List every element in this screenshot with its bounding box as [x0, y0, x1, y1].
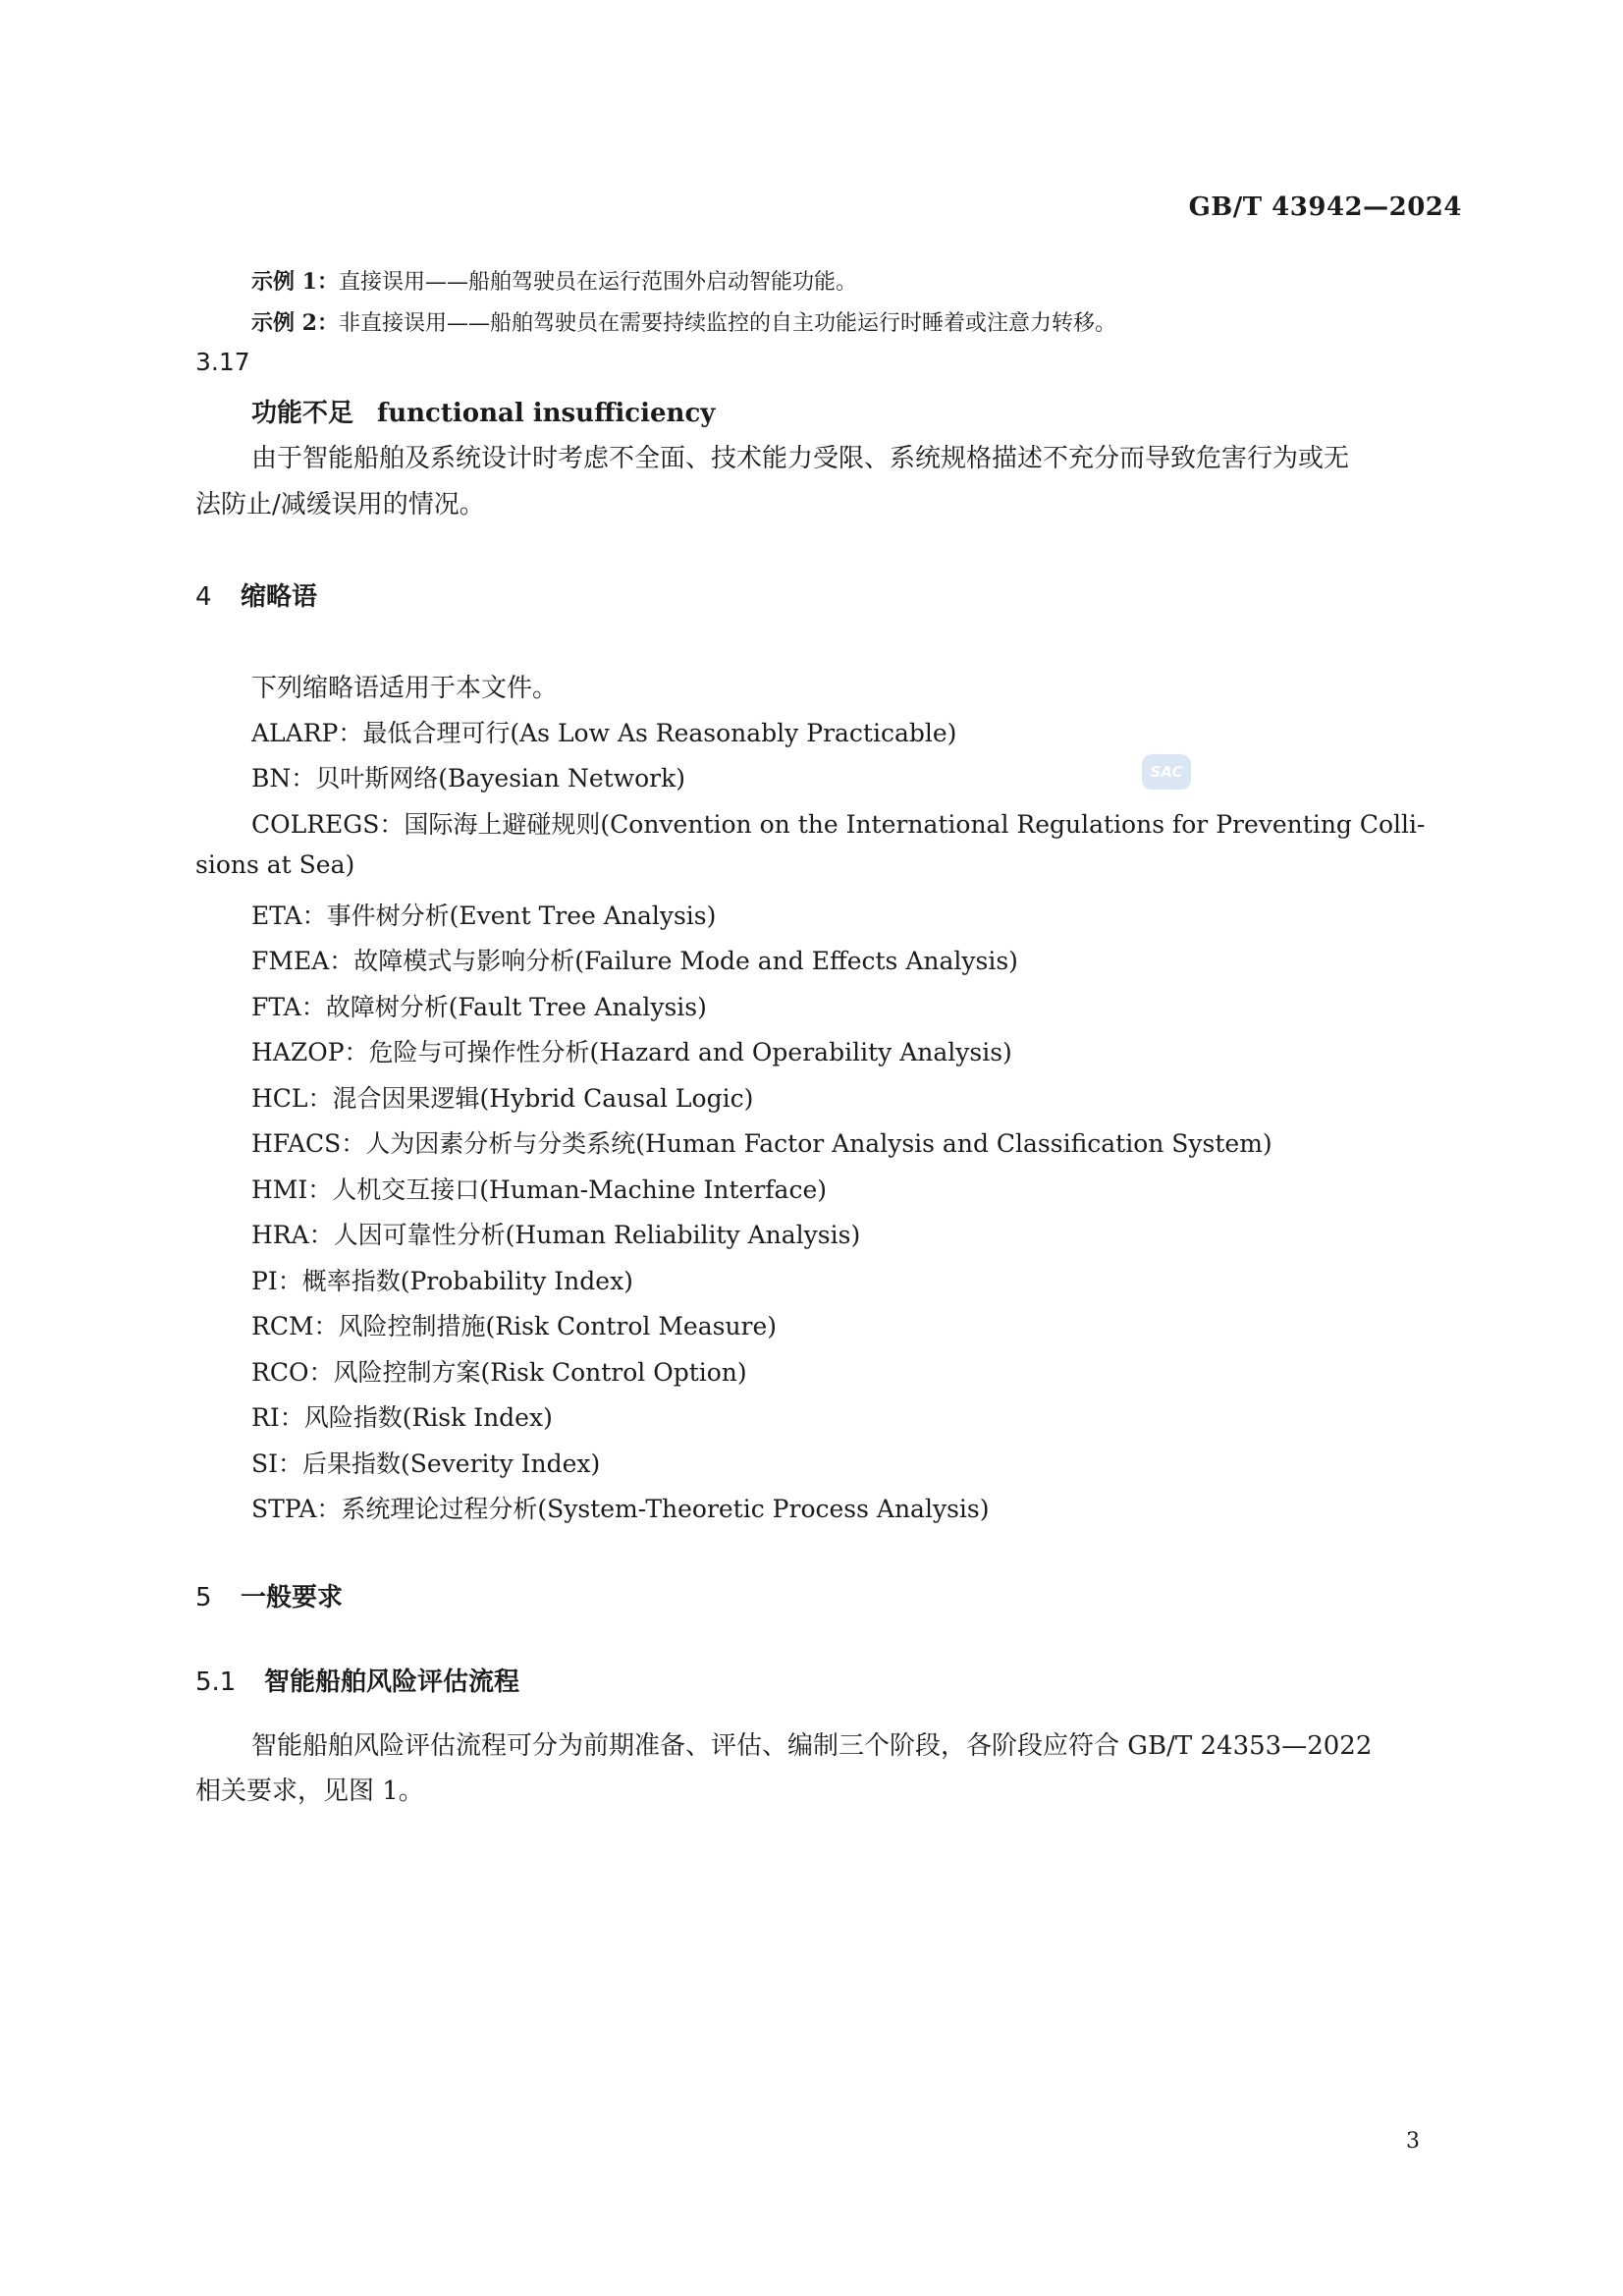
example-label: 示例 1：: [251, 269, 339, 295]
example-2: [251, 306, 1116, 337]
abbreviations-intro: 下列缩略语适用于本文件。: [251, 674, 559, 703]
page-number: 3: [1406, 2129, 1420, 2154]
abbreviation-hra: HRA：人因可靠性分析(Human Reliability Analysis): [251, 1221, 861, 1249]
abbreviation-hazop: HAZOP：危险与可操作性分析(Hazard and Operability Analysis): [251, 1038, 1012, 1066]
example-1: [251, 265, 857, 296]
abbreviation-ri: RI：风险指数(Risk Index): [251, 1403, 553, 1432]
abbreviation-hcl: HCL：混合因果逻辑(Hybrid Causal Logic): [251, 1084, 754, 1113]
abbreviation-fta: FTA：故障树分析(Fault Tree Analysis): [251, 993, 707, 1021]
abbreviation-pi: PI：概率指数(Probability Index): [251, 1267, 633, 1295]
section-title: 缩略语: [241, 582, 318, 612]
sac-watermark-logo: SAC: [1142, 754, 1191, 790]
abbreviation-fmea: FMEA：故障模式与影响分析(Failure Mode and Effects Analysis): [251, 947, 1018, 975]
term-zh: 功能不足: [251, 399, 354, 428]
section-4-heading: [195, 576, 317, 613]
section-5-heading: [195, 1577, 343, 1613]
subsection-title: 智能船舶风险评估流程: [264, 1667, 520, 1697]
section-5-1-paragraph-line-2: 相关要求，见图 1。: [195, 1777, 424, 1806]
example-text: 非直接误用——船舶驾驶员在需要持续监控的自主功能运行时睡着或注意力转移。: [338, 311, 1116, 336]
abbreviation-rcm: RCM：风险控制措施(Risk Control Measure): [251, 1312, 778, 1340]
abbreviation-alarp: ALARP：最低合理可行(As Low As Reasonably Practicable): [251, 719, 957, 747]
section-number: 5: [195, 1583, 212, 1613]
abbreviation-colregs-continued: sions at Sea): [195, 850, 355, 879]
abbreviation-si: SI：后果指数(Severity Index): [251, 1449, 601, 1478]
abbreviation-rco: RCO：风险控制方案(Risk Control Option): [251, 1358, 747, 1387]
clause-number: 3.17: [195, 348, 250, 376]
abbreviation-bn: BN：贝叶斯网络(Bayesian Network): [251, 764, 685, 793]
term-entry: [251, 393, 715, 429]
section-5-1-paragraph-line-1: 智能船舶风险评估流程可分为前期准备、评估、编制三个阶段，各阶段应符合 GB/T 24353—2022: [251, 1731, 1373, 1761]
abbreviation-hfacs: HFACS：人为因素分析与分类系统(Human Factor Analysis and Classification System): [251, 1129, 1272, 1158]
abbreviation-eta: ETA：事件树分析(Event Tree Analysis): [251, 902, 717, 930]
abbreviation-hmi: HMI：人机交互接口(Human-Machine Interface): [251, 1175, 828, 1204]
subsection-number: 5.1: [195, 1667, 237, 1697]
definition-line-2: 法防止/减缓误用的情况。: [195, 490, 485, 519]
section-number: 4: [195, 582, 212, 612]
standard-id: GB/T 43942—2024: [1188, 192, 1462, 222]
example-text: 直接误用——船舶驾驶员在运行范围外启动智能功能。: [338, 270, 857, 295]
term-en: functional insufficiency: [377, 399, 716, 428]
abbreviation-colregs: COLREGS：国际海上避碰规则(Convention on the International Regulations for Preventing Colli-: [251, 810, 1426, 839]
section-title: 一般要求: [241, 1583, 344, 1613]
definition-line-1: 由于智能船舶及系统设计时考虑不全面、技术能力受限、系统规格描述不充分而导致危害行为或无: [251, 444, 1350, 473]
section-5-1-heading: [195, 1662, 519, 1698]
abbreviation-stpa: STPA：系统理论过程分析(System-Theoretic Process Analysis): [251, 1495, 990, 1523]
example-label: 示例 2：: [251, 310, 339, 336]
